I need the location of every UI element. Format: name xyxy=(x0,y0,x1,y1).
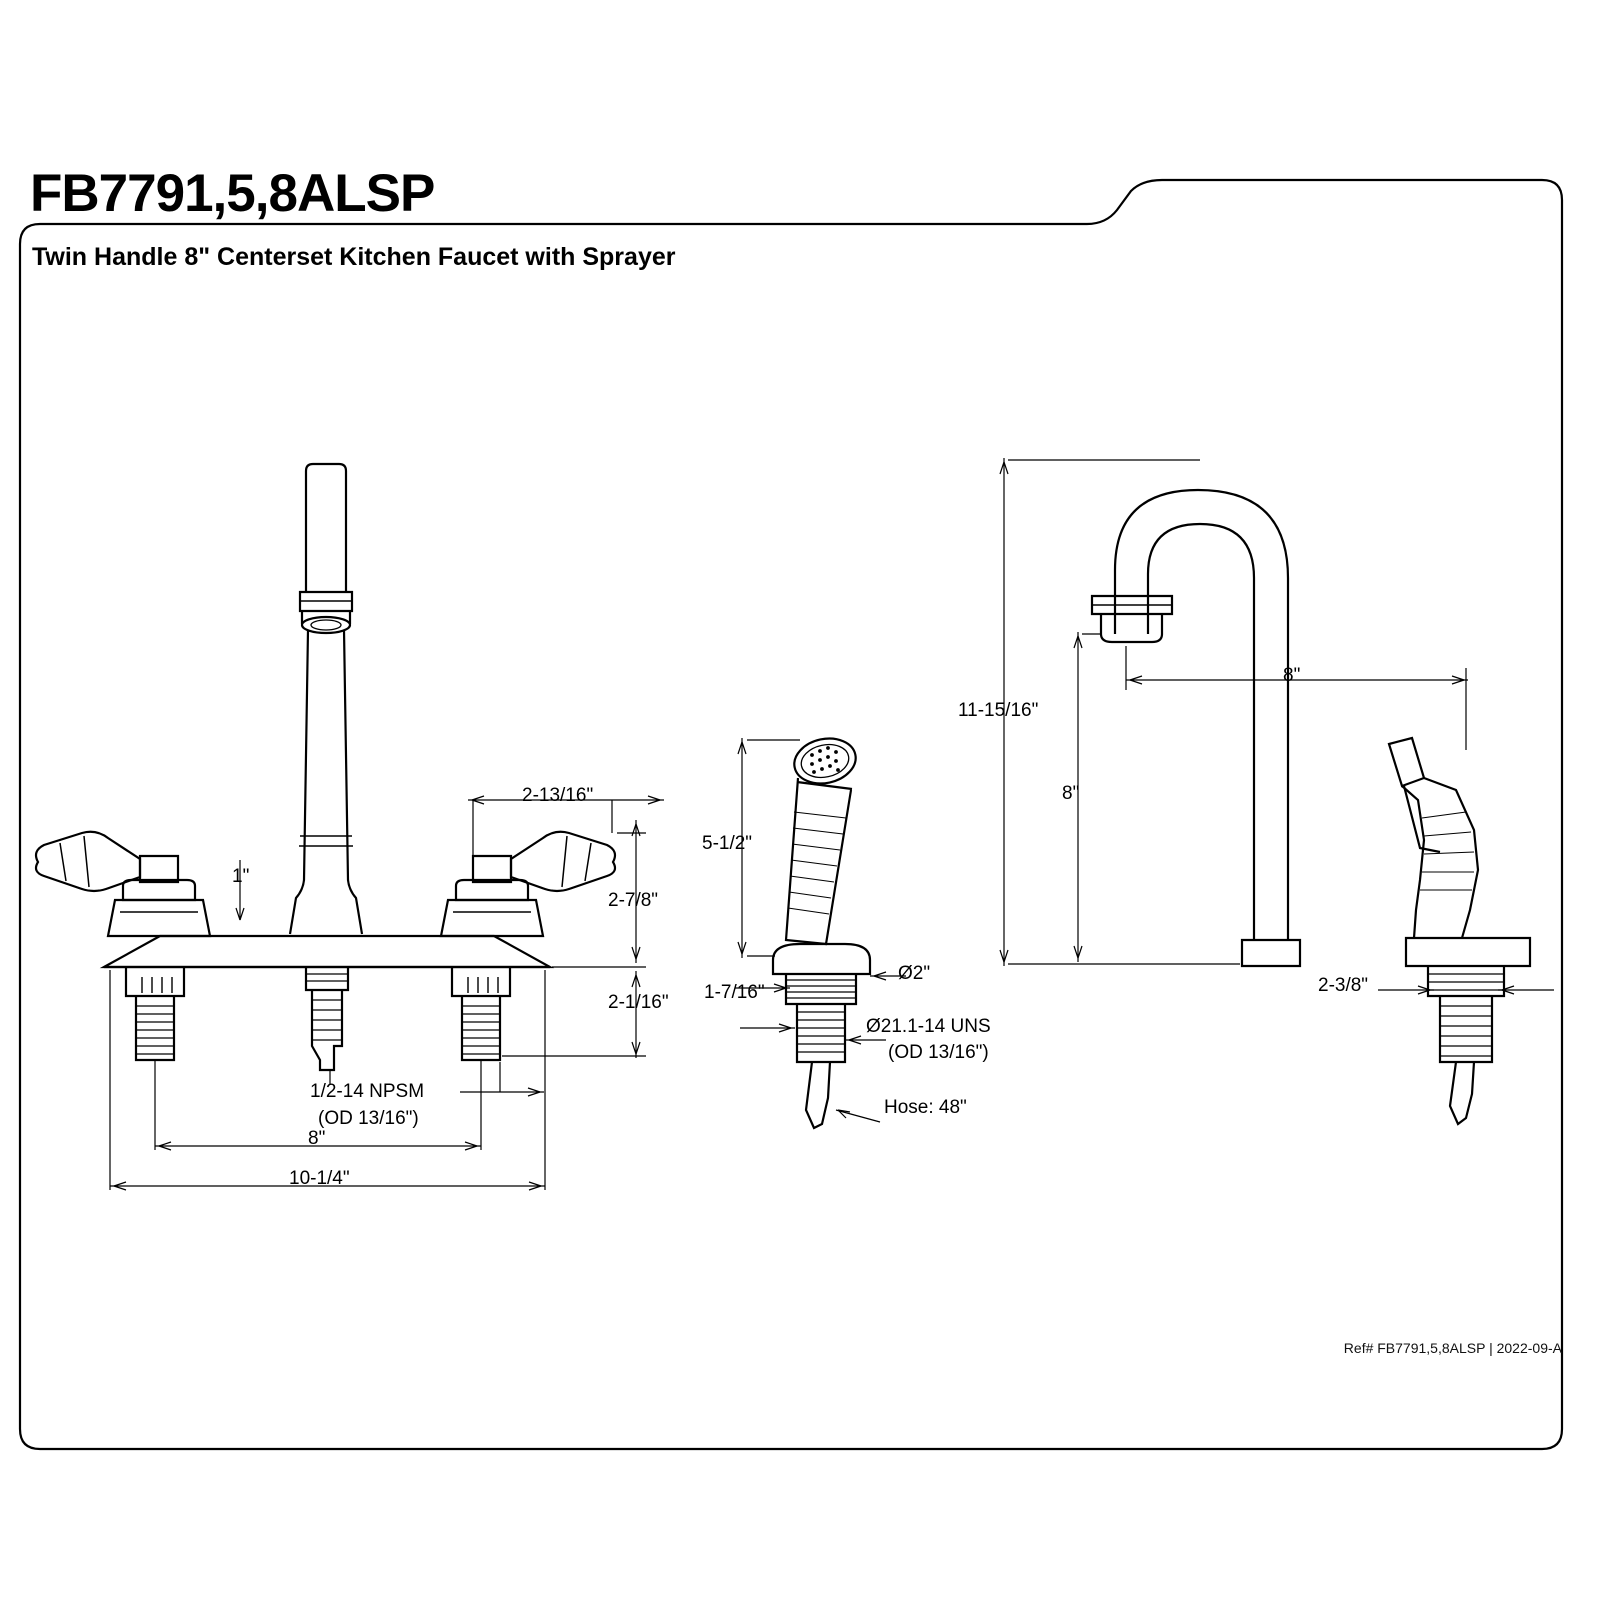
handle-right xyxy=(441,832,615,936)
dim-sprayer-base-dia: Ø2" xyxy=(898,963,931,984)
dim-handle-offset: 2-13/16" xyxy=(522,785,594,806)
page-title: FB7791,5,8ALSP xyxy=(30,164,435,223)
dim-sprayer-thread: Ø21.1-14 UNS xyxy=(866,1016,991,1037)
mounting-shank-right xyxy=(452,967,510,1060)
reference-label: Ref# FB7791,5,8ALSP | 2022-09-A xyxy=(1343,1340,1562,1356)
mounting-shank-left xyxy=(126,967,184,1060)
dim-centerset-spread: 8" xyxy=(308,1128,326,1149)
dim-spout-height: 8" xyxy=(1062,783,1080,804)
faucet-side-view xyxy=(1000,458,1554,1124)
dim-overall-height: 11-15/16" xyxy=(958,700,1039,721)
dim-side-depth: 2-3/8" xyxy=(1318,975,1369,996)
dim-sprayer-base-width: 1-7/16" xyxy=(704,982,765,1003)
dim-handle-drop: 1" xyxy=(232,866,250,887)
dim-overall-width: 10-1/4" xyxy=(289,1168,350,1189)
dim-center-thread: 1/2-14 NPSM xyxy=(310,1081,425,1102)
center-shank xyxy=(306,967,348,1070)
dim-spout-reach: 8" xyxy=(1283,665,1301,686)
dim-shank-length: 2-1/16" xyxy=(608,992,669,1013)
dim-sprayer-height: 5-1/2" xyxy=(702,833,753,854)
dim-center-thread-od: (OD 13/16") xyxy=(318,1108,419,1129)
dim-handle-height: 2-7/8" xyxy=(608,890,659,911)
handle-left xyxy=(36,832,210,936)
side-sprayer-view xyxy=(735,733,906,1128)
dim-sprayer-thread-od: (OD 13/16") xyxy=(888,1042,989,1063)
dim-hose-length: Hose: 48" xyxy=(884,1097,967,1118)
page-subtitle: Twin Handle 8" Centerset Kitchen Faucet with Sprayer xyxy=(32,243,676,271)
